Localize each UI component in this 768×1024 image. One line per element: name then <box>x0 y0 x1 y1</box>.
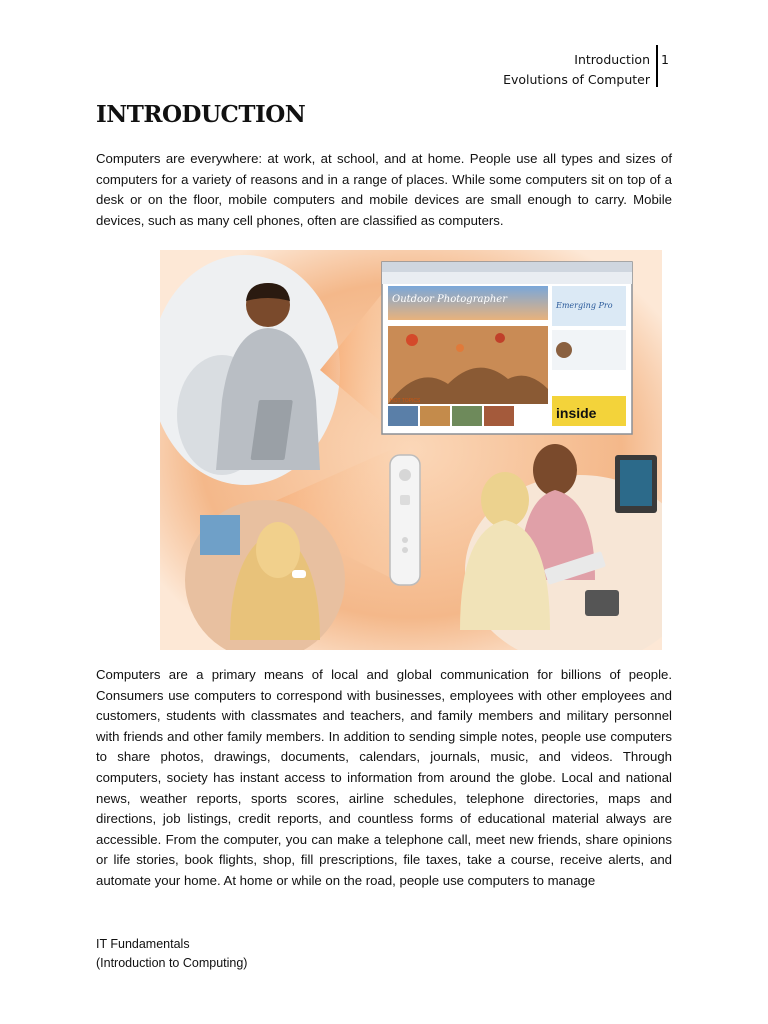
hot-topics-label: HOT TOPICS <box>390 398 421 404</box>
footer-course-subtitle: (Introduction to Computing) <box>96 956 248 970</box>
header-chapter-title: Evolutions of Computer <box>503 72 650 87</box>
header-section-title: Introduction <box>574 52 650 67</box>
browser-window-screenshot <box>382 262 632 434</box>
game-remote-controller <box>390 455 420 585</box>
magazine-word: inside <box>556 405 597 421</box>
running-footer <box>96 935 247 973</box>
page-title: INTRODUCTION <box>96 101 306 128</box>
page-number: 1 <box>661 52 669 67</box>
intro-paragraph: Computers are everywhere: at work, at school, and at home. People use all types and sizes of computers for a variety of reasons and in a range of places. While some computers sit on top of a desk or on the floor, mobile computers and mobile devices are small enough to carry. Mobile devices, such as many cell phones, often are classified as computers. <box>96 151 672 228</box>
computer-uses-illustration <box>160 250 662 650</box>
communication-paragraph: Computers are a primary means of local and global communication for billions of people. Consumers use computers to correspond with businesses, employees with other employees and customers, students with classmates and teachers, and family members and military personnel with friends and other family members. In addition to sending simple notes, people use computers to share photos, drawings, documents, calendars, journals, music, and videos. Through computers, society has instant access to information from around the globe. Local and national news, weather reports, sports scores, airline schedules, telephone directories, maps and directions, job listings, credit reports, and countless forms of educational material always are accessible. From the computer, you can make a telephone call, meet new friends, share opinions or life stories, book flights, shop, fill prescriptions, file taxes, take a course, receive alerts, and automate your home. At home or while on the road, people use computers to manage <box>96 667 672 888</box>
website-brand-text: Outdoor Photographer <box>392 294 507 305</box>
footer-course-title: IT Fundamentals <box>96 937 190 951</box>
running-header <box>430 50 650 90</box>
emerging-pro-heading: Emerging Pro <box>556 301 613 310</box>
header-divider <box>656 45 658 87</box>
